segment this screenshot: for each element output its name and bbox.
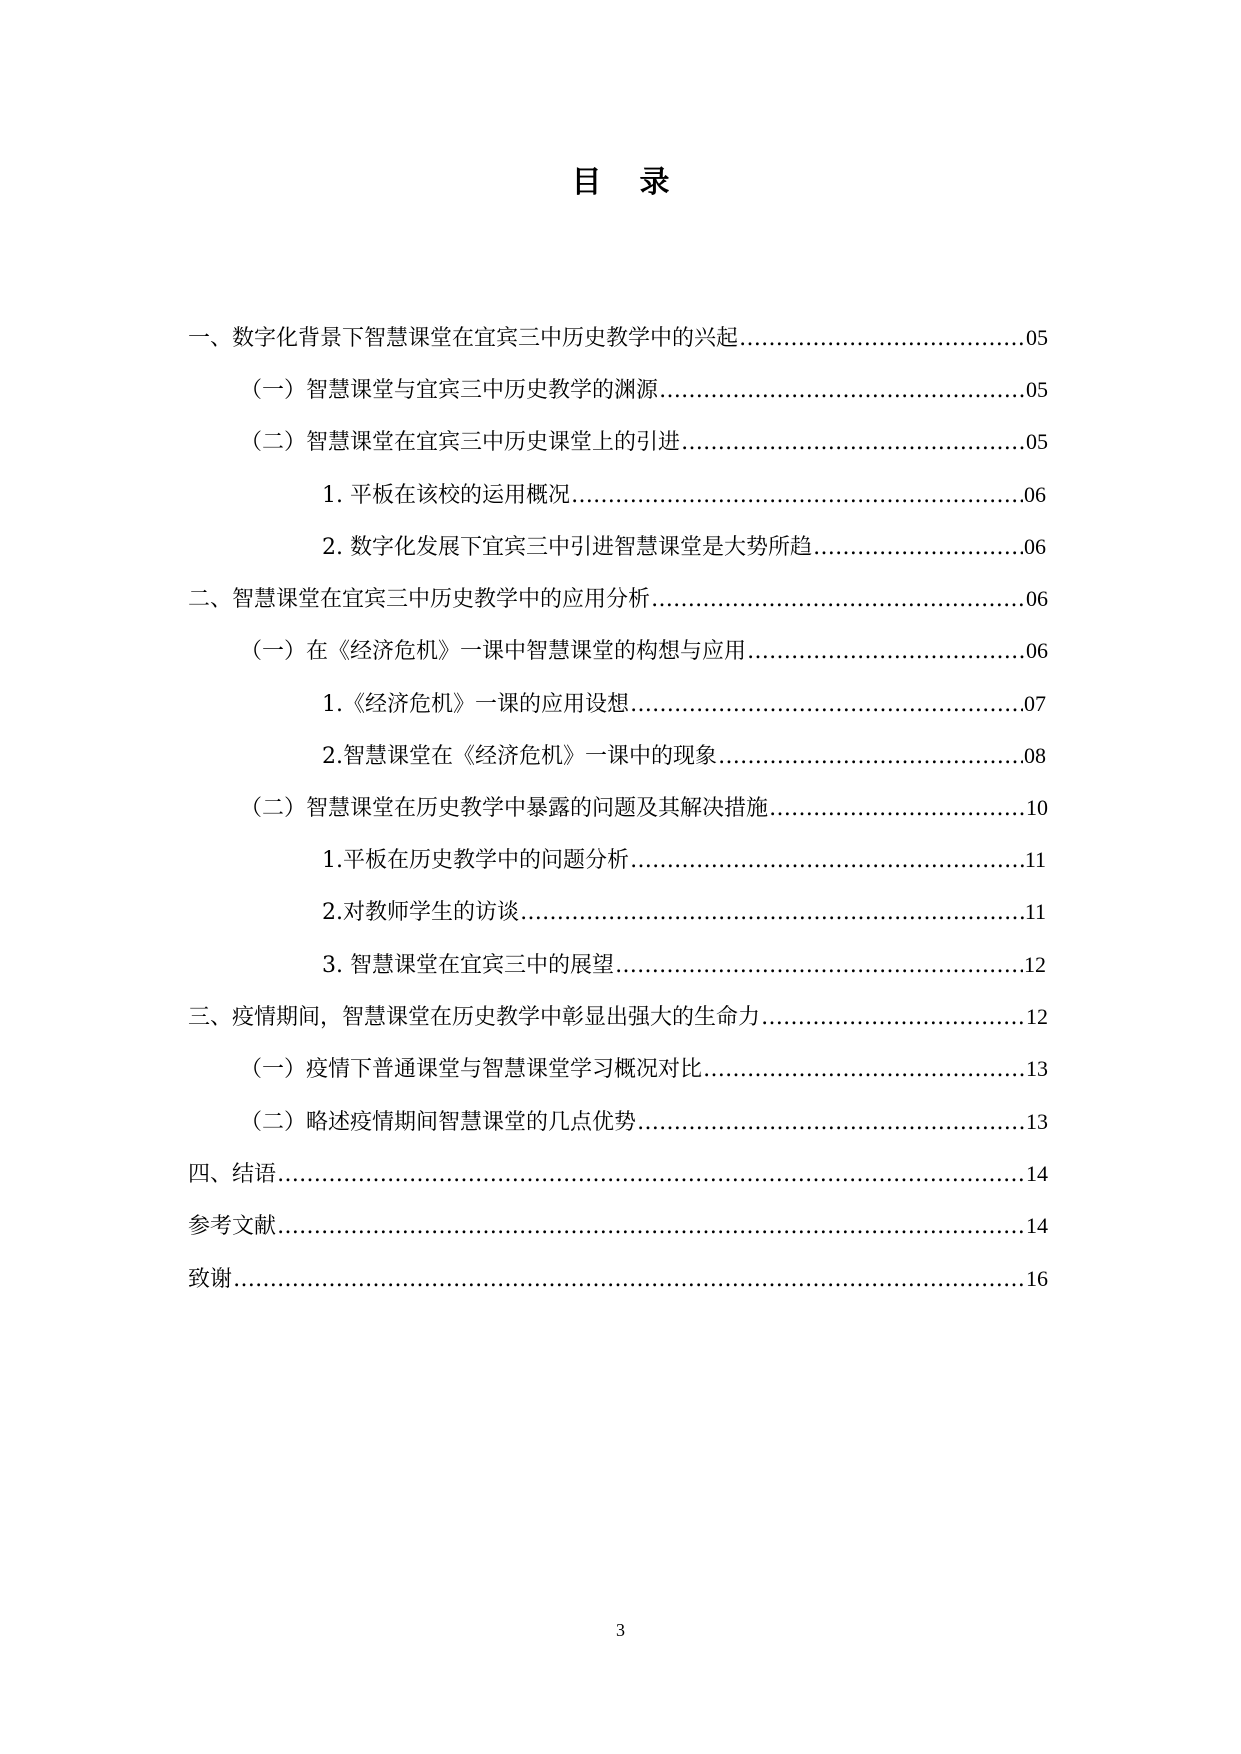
toc-entry-page: 07 (1024, 691, 1046, 716)
toc-leader-dots (571, 476, 1023, 516)
toc-leader-dots (520, 893, 1024, 933)
toc-entry[interactable] (240, 788, 1048, 828)
toc-entry[interactable] (322, 475, 1046, 515)
toc-entry-title: 1.平板在历史教学中的问题分析 (322, 848, 629, 873)
toc-entry-title: 2.智慧课堂在《经济危机》一课中的现象 (322, 744, 717, 769)
toc-entry-page: 05 (1026, 429, 1048, 454)
toc-entry-title: 1. 平板在该校的运用概况 (322, 483, 570, 508)
toc-entry-title: 3. 智慧课堂在宜宾三中的展望 (322, 953, 614, 978)
toc-entry-title: 1.《经济危机》一课的应用设想 (322, 692, 629, 717)
toc-entry-page: 12 (1024, 952, 1046, 977)
toc-leader-dots (233, 1260, 1025, 1300)
toc-entry-page: 05 (1026, 377, 1048, 402)
toc-entry[interactable] (188, 1259, 1048, 1299)
toc-entry-page: 16 (1026, 1266, 1048, 1291)
toc-leader-dots (718, 737, 1023, 777)
toc-entry[interactable] (188, 997, 1048, 1037)
toc-entry-title: 2. 数字化发展下宜宾三中引进智慧课堂是大势所趋 (322, 535, 812, 560)
toc-leader-dots (277, 1207, 1025, 1247)
toc-leader-dots (739, 319, 1025, 359)
toc-entry-title: 二、智慧课堂在宜宾三中历史教学中的应用分析 (188, 587, 651, 612)
toc-entry-title: 一、数字化背景下智慧课堂在宜宾三中历史教学中的兴起 (188, 326, 739, 351)
toc-entry[interactable] (240, 1102, 1048, 1142)
toc-leader-dots (277, 1155, 1025, 1195)
toc-entry[interactable] (240, 1049, 1048, 1089)
toc-leader-dots (651, 580, 1025, 620)
page-number: 3 (616, 1620, 625, 1640)
toc-leader-dots (630, 841, 1024, 881)
toc-entry[interactable] (322, 945, 1046, 985)
toc-leader-dots (747, 632, 1025, 672)
toc-entry[interactable] (322, 736, 1046, 776)
toc-entry-page: 08 (1024, 743, 1046, 768)
toc-entry[interactable] (188, 318, 1048, 358)
toc-entry-page: 06 (1024, 534, 1046, 559)
toc-entry-title: 四、结语 (188, 1162, 277, 1187)
toc-entry-page: 13 (1026, 1109, 1048, 1134)
toc-leader-dots (703, 1050, 1025, 1090)
toc-leader-dots (761, 998, 1025, 1038)
toc-entry[interactable] (322, 840, 1046, 880)
toc-entry-page: 14 (1026, 1161, 1048, 1186)
toc-entry[interactable] (322, 527, 1046, 567)
toc-leader-dots (637, 1103, 1025, 1143)
toc-entry-page: 06 (1024, 482, 1046, 507)
toc-entry-title: （一）在《经济危机》一课中智慧课堂的构想与应用 (240, 639, 747, 664)
toc-leader-dots (630, 685, 1023, 725)
toc-entry[interactable] (188, 1206, 1048, 1246)
toc-entry-page: 11 (1024, 847, 1046, 872)
toc-entry[interactable] (240, 422, 1048, 462)
toc-leader-dots (681, 423, 1025, 463)
toc-entry-title: （二）略述疫情期间智慧课堂的几点优势 (240, 1110, 637, 1135)
toc-entry-title: 致谢 (188, 1267, 233, 1292)
toc-entry[interactable] (322, 892, 1046, 932)
toc-entry[interactable] (188, 579, 1048, 619)
toc-entry-page: 13 (1026, 1056, 1048, 1081)
toc-entry-page: 12 (1026, 1004, 1048, 1029)
toc-leader-dots (659, 371, 1025, 411)
toc-entry-title: 2.对教师学生的访谈 (322, 900, 519, 925)
toc-entry-title: （一）疫情下普通课堂与智慧课堂学习概况对比 (240, 1057, 703, 1082)
toc-entry[interactable] (240, 370, 1048, 410)
toc-entry-page: 06 (1026, 638, 1048, 663)
toc-entry-title: （二）智慧课堂在历史教学中暴露的问题及其解决措施 (240, 796, 769, 821)
toc-entry-title: 参考文献 (188, 1214, 277, 1239)
toc-entry[interactable] (322, 684, 1046, 724)
toc-entry-title: （二）智慧课堂在宜宾三中历史课堂上的引进 (240, 430, 681, 455)
toc-entry[interactable] (188, 1154, 1048, 1194)
toc-entry-title: （一）智慧课堂与宜宾三中历史教学的渊源 (240, 378, 659, 403)
toc-entry-title: 三、疫情期间，智慧课堂在历史教学中彰显出强大的生命力 (188, 1005, 761, 1030)
toc-leader-dots (615, 946, 1023, 986)
toc-entry-page: 10 (1026, 795, 1048, 820)
toc-entry-page: 11 (1024, 899, 1046, 924)
toc-entry-page: 05 (1026, 325, 1048, 350)
toc-leader-dots (769, 789, 1025, 829)
toc-entry-page: 14 (1026, 1213, 1048, 1238)
toc-leader-dots (813, 528, 1023, 568)
toc-entry[interactable] (240, 631, 1048, 671)
toc-entry-page: 06 (1026, 586, 1048, 611)
page-title: 目录 (571, 165, 708, 200)
